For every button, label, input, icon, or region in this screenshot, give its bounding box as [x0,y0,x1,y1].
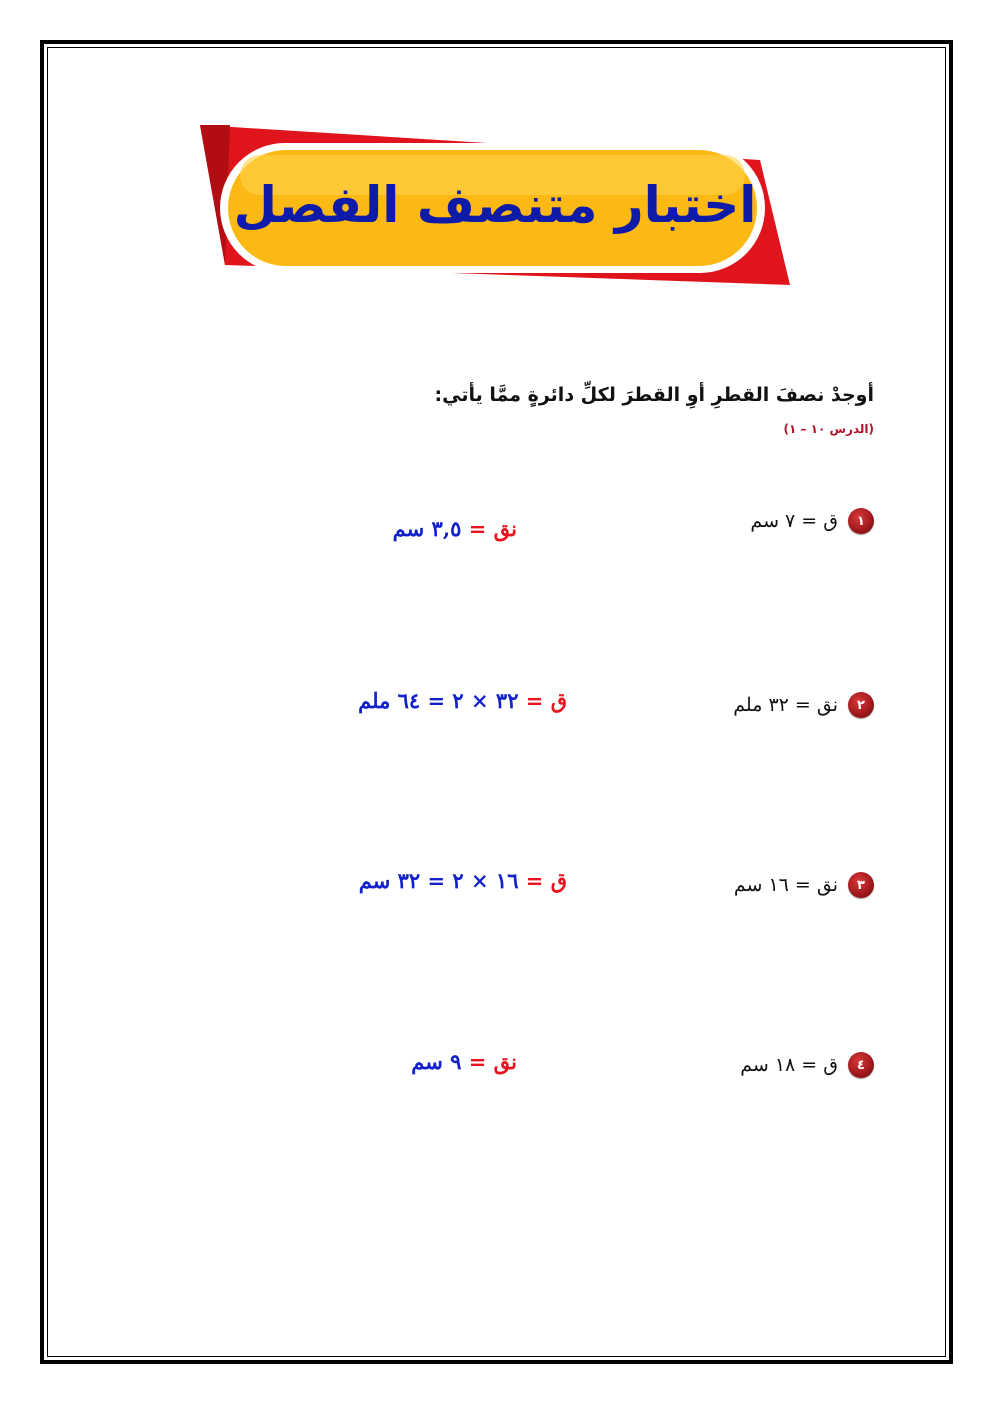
problem-text: ق = ١٨ سم [740,1054,838,1076]
problem-text: نق = ١٦ سم [733,874,838,896]
problem-3 [734,872,874,898]
answer-2 [358,688,567,713]
problem-text: نق = ٣٢ ملم [733,694,838,716]
problem-1 [750,508,874,534]
answer-value: ١٦ × ٢ = ٣٢ سم [358,868,519,893]
answer-3 [359,868,567,893]
answer-label: ق = [525,688,567,713]
problem-number-badge: ٣ [848,872,874,898]
answer-value: ٣,٥ سم [392,516,462,541]
problem-number-badge: ٤ [848,1052,874,1078]
answer-1 [393,516,517,541]
problem-number-badge: ٢ [848,692,874,718]
answer-label: ق = [525,868,567,893]
answer-value: ٩ سم [411,1049,462,1074]
instruction-text: أوجدْ نصفَ القطرِ أوِ القطرَ لكلِّ دائرةٍ ممَّا يأتي: [434,384,874,406]
problem-text: ق = ٧ سم [750,510,838,532]
problem-4 [740,1052,874,1078]
problem-number-badge: ١ [848,508,874,534]
answer-label: نق = [468,1049,517,1074]
answer-4 [411,1049,517,1074]
problem-2 [733,692,874,718]
page-title: اختبار متنصف الفصل [233,176,757,234]
answer-label: نق = [468,516,517,541]
lesson-reference: (الدرس ١٠ – ١) [783,422,874,436]
answer-value: ٣٢ × ٢ = ٦٤ ملم [358,688,519,713]
